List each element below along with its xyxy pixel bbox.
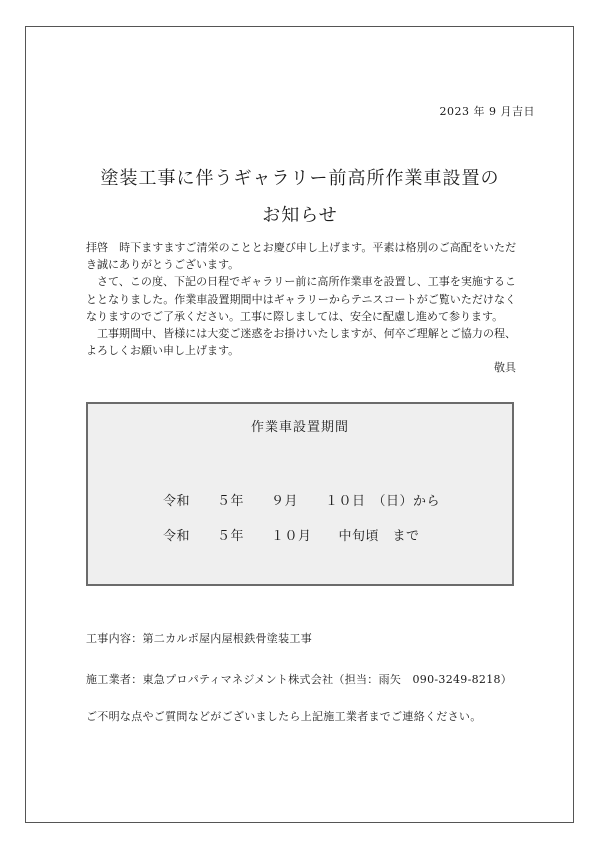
greeting-paragraph: 拝啓 時下ますますご清栄のこととお慶び申し上げます。平素は格別のご高配をいただき誠にありがとうございます。 (86, 241, 516, 272)
notice-title-line2: お知らせ (262, 205, 338, 226)
period-start: 令和 ５年 ９月 １０日 （日）から (163, 494, 441, 509)
notice-date: 2023 年 9 月吉日 (439, 105, 535, 118)
announcement-paragraph: さて、この度、下記の日程でギャラリー前に高所作業車を設置し、工事を実施することとなりました。作業車設置期間中はギャラリーからテニスコートがご覧いただけなくなりますのでご了承ください。工事に際しましては、安全に配慮し進めて参ります。 (86, 275, 516, 323)
work-content: 工事内容：第二カルポ屋内屋根鉄骨塗装工事 (86, 632, 312, 645)
notice-body (86, 239, 516, 377)
contractor-info: 施工業者：東急プロパティマネジメント株式会社（担当：雨矢 090-3249-8218） (86, 673, 513, 686)
apology-paragraph: 工事期間中、皆様には大変ご迷惑をお掛けいたしますが、何卒ご理解とご協力の程、よろしくお願い申し上げます。 (86, 327, 516, 358)
notice-title-line1: 塗装工事に伴うギャラリー前高所作業車設置の (100, 168, 500, 189)
contact-note: ご不明な点やご質問などがございましたら上記施工業者までご連絡ください。 (86, 710, 482, 723)
period-box (86, 402, 514, 586)
period-end: 令和 ５年 １０月 中旬頃 まで (163, 529, 420, 544)
period-title: 作業車設置期間 (250, 420, 349, 435)
closing-word: 敬具 (494, 361, 516, 375)
